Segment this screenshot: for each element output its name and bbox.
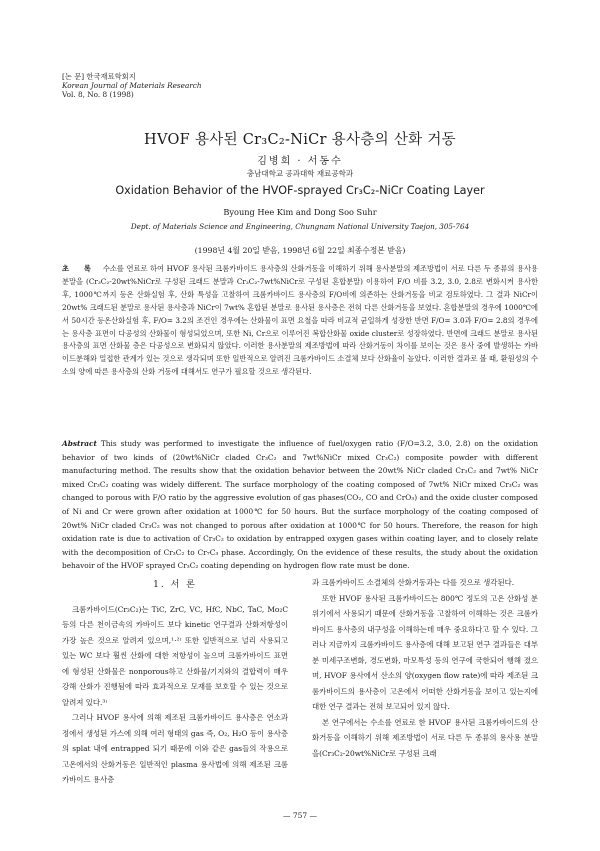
abstract-ko	[62, 263, 538, 379]
journal-volume: Vol. 8, No. 8 (1998)	[62, 90, 134, 99]
journal-label: [논 문] 한국재료학회지	[62, 72, 136, 81]
body-paragraph: 또한 HVOF 용사된 크롬카바이드는 800℃ 정도의 고온 산화성 분위기에서 사용되기 때문에 산화거동을 고찰하여 이해하는 것은 크롬카바이드 용사층의 내구성을 이해하는데 매우 중요하다고 할 수 있다. 그러나 지금까지 크롬카바이드 용사층에 대해 보고된 연구 결과들은 대부분 미세구조변화, 경도변화, 마모특성 등의 연구에 국한되어 행해 졌으며, HVOF 용사에서 산소의 양(oxygen flow rate)에 따라 제조된 크롬카바이드의 용사층이 고온에서 어떠한 산화거동을 보이고 있는지에 대한 연구 결과는 전혀 보고되어 있지 않다.	[312, 593, 538, 711]
authors-en: Byoung Hee Kim and Dong Soo Suhr	[223, 207, 377, 217]
body-paragraph: 본 연구에서는 수소를 연료로 한 HVOF 용사된 크롬카바이드의 산화거동을 이해하기 위해 제조방법이 서로 다른 두 종류의 용사용 분말을(Cr₃C₂-20wt%NiCr로 구성된 크래	[312, 717, 538, 758]
body-column-right	[312, 575, 538, 761]
received-dates: (1998년 4월 20일 받음, 1998년 6월 22일 최종수정본 받음)	[194, 246, 406, 255]
abstract-ko-label: 초 록	[62, 264, 97, 273]
paper-title-ko: HVOF 용사된 Cr₃C₂-NiCr 용사층의 산화 거동	[144, 132, 456, 148]
body-paragraph: 과 크롬카바이드 소결체의 산화거동과는 다를 것으로 생각된다.	[312, 578, 515, 587]
page-number: — 757 —	[282, 811, 318, 820]
journal-header	[62, 72, 202, 99]
paper-title-en: Oxidation Behavior of the HVOF-sprayed Cr₃C₂-NiCr Coating Layer	[115, 184, 485, 197]
body-paragraph: 그러나 HVOF 용사에 의해 제조된 크롬카바이드 용사층은 연소과정에서 생성된 가스에 의해 여러 형태의 gas 즉, O₂, H₂O 등이 용사층의 splat 내에 entrapped 되기 때문에 이와 같은 gas들의 작용으로 고온에서의 산화거동은 일반적인 plasma 용사법에 의해 제조된 크롬카바이드 용사층	[62, 713, 288, 784]
body-column-left	[62, 575, 288, 788]
body-paragraph: 크롬카바이드(Cr₃C₂)는 TiC, ZrC, VC, HfC, NbC, TaC, Mo₂C 등의 다른 천이금속의 카바이드 보다 kinetic 연구결과 산화저항성이 가장 높은 것으로 알려져 있으며,¹·²⁾ 또한 일반적으로 널리 사용되고 있는 WC 보다 훨씬 산화에 대한 저항성이 높으며 크롬카바이드 표면에 형성된 산화물은 nonporous하고 산화물/기지와의 결합력이 매우 강해 산화가 진행됨에 따라 효과적으로 모재를 보호할 수 있는 것으로 알려져 있다.³⁾	[62, 604, 288, 707]
section-heading-introduction: 1. 서 론	[153, 580, 197, 590]
abstract-en-label: Abstract	[62, 439, 97, 448]
abstract-en-text: This study was performed to investigate the influence of fuel/oxygen ratio (F/O=3.2, 3.0, 2.8) on the oxidation behavior of two kinds of (20wt%NiCr claded Cr₃C₂ and 7wt%NiCr mixed Cr₃C₂) composite powder with different manufacturing method. The results show that the oxidation behavior between the 20wt% NiCr claded Cr₃C₂ and 7wt% NiCr mixed Cr₃C₂ coating was widely different. The surface morphology of the coating composed of 7wt% NiCr mixed Cr₃C₂ was changed to porous with F/O ratio by the aggressive evolution of gas phases(CO₂, CO and CrO₃) and the oxide cluster composed of Ni and Cr were grown after oxidation at 1000℃ for 50 hours. But the surface morphology of the coating composed of 20wt% NiCr claded Cr₃C₂ was not changed to porous after oxidation at 1000℃ for 50 hours. Therefore, the reason for high oxidation rate is due to activation of Cr₃C₂ to oxidation by entrapped oxygen gases within coating layer, and to closely relate with the decomposition of Cr₃C₂ to Cr₇C₃ phase. Accordingly, On the evidence of these results, the study about the oxidation behavoir of the HVOF sprayed Cr₃C₂ coating depending on hydrogen flow rate must be done.	[62, 439, 538, 571]
authors-ko: 김병희 · 서동수	[257, 156, 343, 167]
abstract-ko-text: 수소를 연료로 하여 HVOF 용사된 크롬카바이드 용사층의 산화거동을 이해하기 위해 용사분말의 제조방법이 서로 다른 두 종류의 용사용 분말을 (Cr₃C₂-20wt%NiCr로 구성된 크래드 분말과 Cr₃C₂-7wt%NiCr로 구성된 혼합분말) 이용하여 F/O 비를 3.2, 3.0, 2.8로 변화시켜 용사한 후, 1000℃까지 등온 산화실험 후, 산화 특성을 고찰하여 크롬카바이드 용사층의 F/O비에 의존하는 산화거동을 비교 검토하였다. 그 결과 NiCr이 20wt% 크래드된 분말로 용사된 용사층과 NiCr이 7wt% 혼합된 분말로 용사된 용사층은 전혀 다른 산화거동을 보였다. 혼합분말의 경우에 1000℃에서 50시간 등온산화실험 후, F/O= 3.2의 조건인 경우에는 산화물이 표면 요철을 따라 비교적 균일하게 성장한 반면 F/O= 3.0과 F/O= 2.8의 경우에는 용사층 표면이 다공성의 산화물이 형성되었으며, 또한 Ni, Cr으로 이루어진 복합산화물 oxide cluster로 성장하였다. 반면에 크래드 분말로 용사된 용사층의 표면 산화물 층은 다공성으로 변화되지 않았다. 이러한 용사분말의 제조방법에 따라 산화거동이 차이를 보이는 것은 용사 중에 발생하는 카바이드분해와 밀접한 관계가 있는 것으로 생각되며 또한 일반적으로 알려진 크롬카바이드 소결체 보다 산화율이 높았다. 이러한 결과로 볼 때, 환원성의 수소의 양에 따른 용사층의 산화 거동에 대해서도 연구가 필요할 것으로 생각된다.	[62, 264, 539, 377]
journal-name-en: Korean Journal of Materials Research	[62, 81, 202, 90]
abstract-en	[62, 437, 538, 573]
affiliation-ko: 충남대학교 공과대학 재료공학과	[246, 169, 354, 178]
affiliation-en: Dept. of Materials Science and Engineering, Chungnam National University Taejon, 305-764	[130, 222, 470, 231]
